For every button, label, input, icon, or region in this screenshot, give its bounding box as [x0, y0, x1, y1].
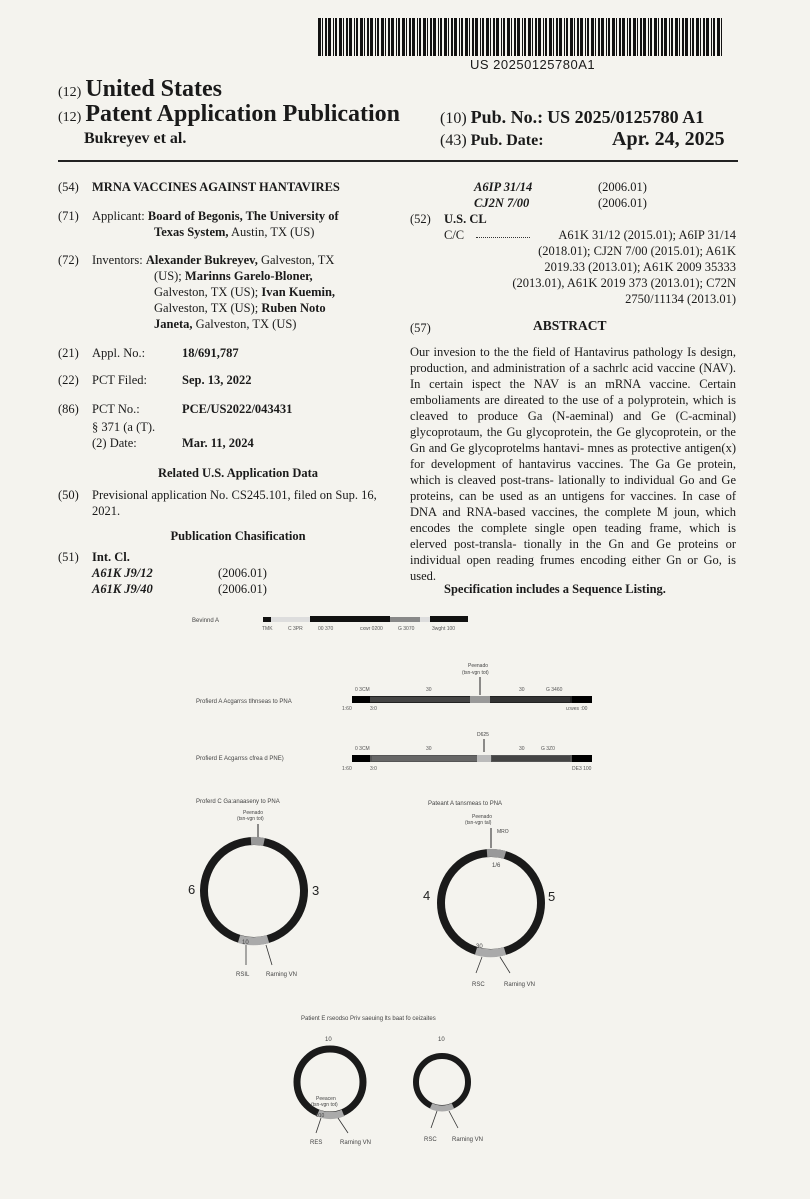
bar-c: [352, 755, 592, 762]
applicant: Applicant: Board of Begonis, The University of Texas System, Austin, TX (US): [92, 209, 339, 239]
s371-date: Mar. 11, 2024: [182, 436, 254, 450]
barcode-bar: [385, 18, 386, 56]
intcl-code-1: A61K J9/12: [92, 566, 153, 580]
intcl-date-1: (2006.01): [218, 566, 267, 580]
circle-2-leader-left: [476, 957, 482, 973]
pub-date: (43) Pub. Date: Apr. 24, 2025: [440, 128, 725, 150]
small-circle-2-leader-left: [431, 1111, 437, 1128]
barcode-bar: [459, 18, 460, 56]
barcode-bar: [661, 18, 663, 56]
circle-2-title: Pateant A tansmeas to PNA: [428, 801, 503, 807]
small-circle-2-ring: [416, 1056, 468, 1108]
barcode-bar: [522, 18, 523, 56]
small-circle-1-bottom-left: RES: [310, 1140, 323, 1146]
barcode-bar: [612, 18, 615, 56]
barcode-bar: [703, 18, 705, 56]
barcode-bar: [343, 18, 344, 56]
barcode-bar: [496, 18, 499, 56]
bar-a-tick-5: G 3070: [398, 626, 415, 632]
barcode-bar: [367, 18, 369, 56]
barcode-bar: [692, 18, 694, 56]
barcode-bar: [549, 18, 552, 56]
inventors-code: (72): [58, 253, 79, 267]
barcode-bar: [566, 18, 568, 56]
circle-1-callout-1: Peenado: [243, 810, 264, 816]
intcl-code-2: A61K J9/40: [92, 582, 153, 596]
barcode-bar: [570, 18, 573, 56]
barcode-bar: [486, 18, 489, 56]
barcode-bar: [514, 18, 516, 56]
s371-line: § 371 (a (T).: [92, 420, 156, 434]
barcode-bar: [322, 18, 323, 56]
small-circle-2-light-segment: [431, 1106, 453, 1108]
barcode-bar: [580, 18, 583, 56]
barcode-bar: [535, 18, 537, 56]
barcode-bar: [696, 18, 699, 56]
barcode-bar: [360, 18, 363, 56]
barcode-bar: [433, 18, 436, 56]
circle-1-callout-2: (tsn-vgn tot): [237, 816, 264, 822]
bar-c-bot-2: 3:0: [370, 766, 377, 772]
pct-number: PCE/US2022/043431: [182, 402, 293, 416]
bar-b-callout-1: Peenado: [468, 663, 489, 669]
barcode-bar: [325, 18, 327, 56]
bar-a-tick-2: C 3PR: [288, 626, 303, 632]
barcode-number: US 20250125780A1: [470, 57, 596, 72]
barcode-bar: [490, 18, 491, 56]
barcode-bar: [553, 18, 554, 56]
related-data-heading: Related U.S. Application Data: [157, 466, 319, 480]
bar-b-top-3: 30: [519, 687, 525, 693]
circle-2-light-segment: [476, 951, 505, 953]
circle-2-callout-1: Peenado: [472, 814, 493, 820]
cls-top-code-2: CJ2N 7/00: [474, 196, 530, 210]
barcode-bar: [503, 18, 505, 56]
barcode-bar: [396, 18, 397, 56]
barcode-bar: [377, 18, 379, 56]
barcode-bar: [532, 18, 533, 56]
barcode-bar: [601, 18, 604, 56]
bar-a-tick-6: 3wght 100: [432, 626, 456, 632]
barcode-bar: [419, 18, 421, 56]
barcode-bar: [633, 18, 636, 56]
circle-2-top-label: 1/6: [492, 863, 501, 869]
circle-1-right-label: 3: [312, 883, 320, 898]
small-circle-2-bottom-left: RSC: [424, 1137, 437, 1143]
barcode-bar: [706, 18, 709, 56]
circle-1-bottom-right: Rarning VN: [266, 972, 298, 978]
circle-1-inner-label: 10: [242, 940, 249, 946]
barcode-bar: [318, 18, 321, 56]
barcode-bar: [328, 18, 331, 56]
circle-1-top-segment: [251, 841, 264, 842]
bar-c-top-2: 30: [426, 746, 432, 752]
circle-1-bottom-left: RSIL: [236, 972, 250, 978]
abstract-text: Our invesion to the the field of Hantavirus pathology Is design, production, and administration of a sachrlc acid vaccine (NAV). In certain ispect the NAV is an mRNA vaccine. Certain emboliaments are direated to the use of a polyprotein, which is cleaved to produce Ga (N-aeminal) and Ge (C-acminal) glycoprotaum, the Gu glycoprotein, the Ge glycoprotein, or the Gn and Ge glycoprotelms hantavi- mnes as protective antigen(x) for development of hantavirus vaccines. The Ga Ge protein, which is cleaved post-trans- lationally to individual Go and Ge proteins, can be used as an untigens for vaccines. In case of DNA and RNA-based vaccines, the complete M joun, which encodes the complete single open teading frame, which is elerved post-transla- tionally in the Gn and Ge proteins or individual open reading frumes encoding either Gn or Go, is used.: [410, 345, 736, 583]
barcode-bar: [564, 18, 565, 56]
small-circle-1-inner-label: 010: [316, 1113, 325, 1119]
provisional-text: Previsional application No. CS245.101, filed on Sup. 16, 2021.: [92, 488, 377, 518]
bar-b-bot-1: 1:60: [342, 706, 352, 712]
barcode-bar: [679, 18, 680, 56]
barcode-bar: [364, 18, 365, 56]
barcode-bar: [339, 18, 342, 56]
pub-number: (10) Pub. No.: US 2025/0125780 A1: [440, 107, 705, 127]
intcl-code: (51): [58, 550, 79, 564]
circle-1-title: Proferd C Ga:anaaseny to PNA: [196, 799, 280, 805]
patent-title: MRNA VACCINES AGAINST HANTAVIRES: [92, 180, 340, 194]
barcode-bar: [574, 18, 575, 56]
barcode-bar: [417, 18, 418, 56]
barcode-bar: [482, 18, 484, 56]
cpc-label: C/C: [444, 228, 465, 242]
barcode-bar: [444, 18, 447, 56]
circle-2-ring: [441, 853, 541, 953]
barcode-bar: [669, 18, 670, 56]
barcode-bar: [627, 18, 628, 56]
barcode-bar: [658, 18, 659, 56]
barcode-bar: [587, 18, 589, 56]
barcode-bar: [637, 18, 638, 56]
s371-date-label: (2) Date:: [92, 436, 137, 450]
barcode-bar: [465, 18, 468, 56]
barcode-bar: [608, 18, 610, 56]
barcode-bar: [640, 18, 642, 56]
small-circle-1-callout-2: (tsn-vgn tot): [311, 1102, 338, 1108]
circle-1-ring: [204, 841, 304, 941]
barcode-bar: [643, 18, 646, 56]
country-heading: (12) United States: [58, 76, 222, 102]
barcode-bar: [406, 18, 407, 56]
bar-a-tick-3: 00 370: [318, 626, 334, 632]
barcode-bar: [538, 18, 541, 56]
barcode-bar: [480, 18, 481, 56]
small-circle-1-top-label: 10: [325, 1037, 332, 1043]
cls-top-date-2: (2006.01): [598, 196, 647, 210]
bar-b-bot-3: u:wes :00: [566, 706, 588, 712]
circle-1-leader-right: [266, 945, 272, 965]
figure-diagram: [0, 600, 810, 1199]
sequence-listing-note: Specification includes a Sequence Listing.: [444, 582, 666, 596]
bar-a: [263, 616, 468, 622]
small-circle-1-leader-right: [338, 1118, 348, 1133]
barcode-bar: [430, 18, 432, 56]
barcode-bar: [451, 18, 453, 56]
barcode-bar: [700, 18, 701, 56]
barcode-bar: [454, 18, 457, 56]
intcl-label: Int. Cl.: [92, 550, 130, 564]
circle-2-tag: MRO: [497, 829, 509, 835]
cls-top-code-1: A6IP 31/14: [474, 180, 533, 194]
bar-c-label: Profierd E Acgarrss cfrea d PNE): [196, 756, 284, 762]
bar-b-top-2: 30: [426, 687, 432, 693]
bar-c-bot-3: DE3 100: [572, 766, 592, 772]
circle-2-bottom-left: RSC: [472, 982, 485, 988]
barcode-bar: [598, 18, 600, 56]
barcode-bar: [545, 18, 547, 56]
abstract-heading: ABSTRACT: [533, 318, 607, 333]
intcl-date-2: (2006.01): [218, 582, 267, 596]
barcode-bar: [346, 18, 348, 56]
barcode-bar: [375, 18, 376, 56]
circle-2-inner-label: 30: [476, 944, 483, 950]
barcode-bar: [622, 18, 625, 56]
pct-filed-code: (22): [58, 373, 79, 387]
circle-2-leader-right: [500, 957, 510, 973]
pct-no-label: PCT No.:: [92, 402, 140, 416]
header-divider: [58, 160, 738, 162]
barcode-bar: [664, 18, 667, 56]
bar-c-callout: D625: [477, 732, 489, 738]
barcode-bar: [507, 18, 510, 56]
barcode-bar: [409, 18, 411, 56]
bar-b-callout-2: (tsn-vgn tot): [462, 670, 489, 676]
inventors-short: Bukreyev et al.: [84, 130, 187, 147]
barcode-bar: [577, 18, 579, 56]
barcode-bar: [349, 18, 352, 56]
barcode-bar: [685, 18, 688, 56]
inventors: Inventors: Alexander Bukreyev, Galveston, TX (US); Marinns Garelo-Bloner, Galveston, TX (US); Ivan Kuemin, Galveston, TX (US); Ruben Noto Janeta, Galveston, TX (US): [92, 253, 336, 331]
barcode-bar: [461, 18, 463, 56]
uscl-label: U.S. CL: [444, 212, 487, 226]
bar-a-tick-1: TMK: [262, 626, 273, 632]
barcode-bar: [606, 18, 607, 56]
barcode-bar: [713, 18, 715, 56]
barcode-bar: [556, 18, 558, 56]
barcode-bar: [388, 18, 390, 56]
circle-2-top-segment: [487, 853, 505, 855]
circle-1-left-label: 6: [188, 882, 196, 897]
bar-c-top-1: 0 3CM: [355, 746, 370, 752]
title-code: (54): [58, 180, 79, 194]
barcode-bar: [619, 18, 621, 56]
bar-b-top-1: 0 3CM: [355, 687, 370, 693]
bar-a-tick-4: cxwr 0200: [360, 626, 383, 632]
barcode-bar: [717, 18, 720, 56]
applicant-code: (71): [58, 209, 79, 223]
cpc-block: A61K 31/12 (2015.01); A6IP 31/14 (2018.01); CJ2N 7/00 (2015.01); A61K 2019.33 (2013.01); A61K 2009 35333 (2013.01), A61K 2019 373 (2013.01); C72N 2750/11134 (2013.01): [512, 228, 736, 306]
appl-label: Appl. No.:: [92, 346, 146, 360]
barcode-bar: [585, 18, 586, 56]
provisional-code: (50): [58, 488, 79, 502]
barcode-bar: [412, 18, 415, 56]
uscl-code: (52): [410, 212, 431, 226]
barcode-bar: [469, 18, 470, 56]
barcode-bar: [616, 18, 617, 56]
barcode-bar: [440, 18, 442, 56]
barcode-bar: [333, 18, 334, 56]
barcode-bar: [690, 18, 691, 56]
barcode-bar: [475, 18, 478, 56]
abstract-code: (57): [410, 321, 431, 335]
bar-b: [352, 696, 592, 703]
small-circle-2-leader-right: [449, 1111, 458, 1128]
barcode-bar: [472, 18, 474, 56]
small-circle-2-bottom-right: Rarning VN: [452, 1137, 484, 1143]
small-circles-title: Patient E rseodso Priv saeuing lts baat fo ceizaites: [301, 1016, 436, 1022]
barcode-bar: [511, 18, 512, 56]
bar-b-top-4: G 3460: [546, 687, 563, 693]
pct-no-code: (86): [58, 402, 79, 416]
barcode-bar: [711, 18, 712, 56]
barcode-bar: [559, 18, 562, 56]
barcode-bar: [650, 18, 652, 56]
bar-b-bot-2: 3:0: [370, 706, 377, 712]
barcode-bar: [402, 18, 405, 56]
barcode-bar: [517, 18, 520, 56]
small-circle-1-bottom-right: Rarning VN: [340, 1140, 372, 1146]
bar-c-top-3: 30: [519, 746, 525, 752]
small-circle-2-top-label: 10: [438, 1037, 445, 1043]
barcode-bar: [501, 18, 502, 56]
barcode-bar: [370, 18, 373, 56]
bar-a-label: Bevinnd A: [192, 618, 220, 624]
barcode-bar: [356, 18, 358, 56]
barcode-bar: [423, 18, 426, 56]
barcode-bar: [675, 18, 678, 56]
appl-number: 18/691,787: [182, 346, 239, 360]
barcode-bar: [591, 18, 594, 56]
barcode-bar: [528, 18, 531, 56]
barcode-bar: [721, 18, 722, 56]
publication-classification-heading: Publication Chasification: [170, 529, 306, 543]
barcode-bar: [629, 18, 631, 56]
pct-filed-date: Sep. 13, 2022: [182, 373, 252, 387]
barcode-bar: [427, 18, 428, 56]
barcode-bar: [448, 18, 449, 56]
bar-c-top-4: G 3Z0: [541, 746, 555, 752]
pct-filed-label: PCT Filed:: [92, 373, 147, 387]
publication-type-heading: (12) Patent Application Publication: [58, 101, 401, 127]
barcode-bar: [524, 18, 526, 56]
small-circle-1-leader-left: [316, 1118, 321, 1133]
barcode-bar: [335, 18, 337, 56]
bar-c-bot-1: 1:60: [342, 766, 352, 772]
barcode-bar: [391, 18, 394, 56]
barcode-bar: [493, 18, 495, 56]
barcode-bar: [648, 18, 649, 56]
barcode: [318, 18, 726, 56]
circle-2-left-label: 4: [423, 888, 431, 903]
circle-2-callout-2: (tsn-vgn tal): [465, 820, 492, 826]
barcode-bar: [671, 18, 673, 56]
circle-2-right-label: 5: [548, 889, 556, 904]
bar-b-label: Profierd A Acgarrss tlhnseas to PNA: [196, 699, 292, 705]
barcode-bar: [381, 18, 384, 56]
barcode-bar: [354, 18, 355, 56]
cls-top-date-1: (2006.01): [598, 180, 647, 194]
small-circle-1-callout-1: Peeacen: [316, 1096, 336, 1102]
barcode-bar: [682, 18, 684, 56]
barcode-bar: [398, 18, 400, 56]
barcode-bar: [595, 18, 596, 56]
circle-2-bottom-right: Rarning VN: [504, 982, 536, 988]
barcode-bar: [438, 18, 439, 56]
barcode-bar: [543, 18, 544, 56]
appl-code: (21): [58, 346, 79, 360]
barcode-bar: [654, 18, 657, 56]
